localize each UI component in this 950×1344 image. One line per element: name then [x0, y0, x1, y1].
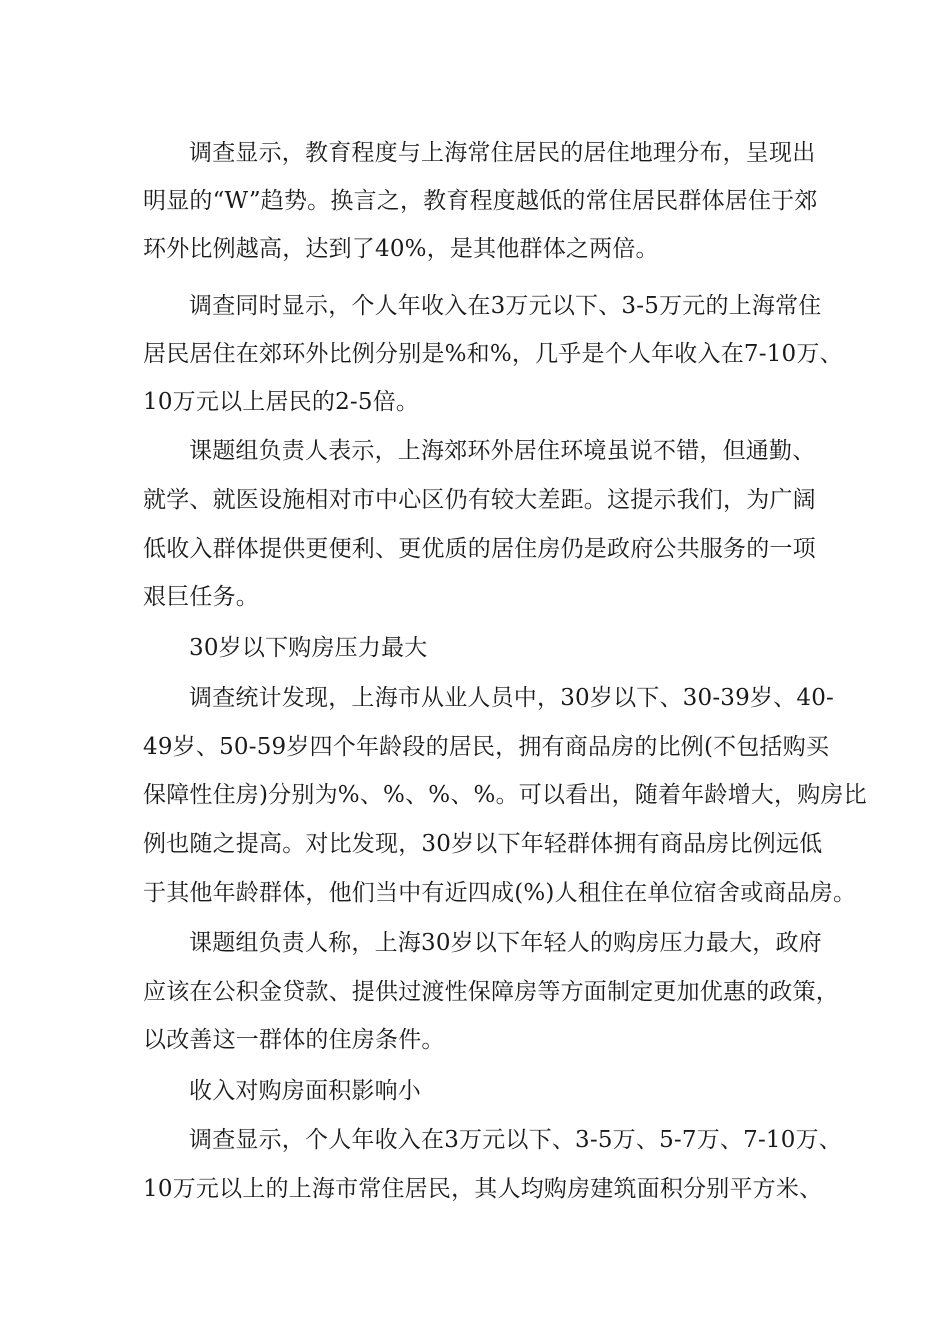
paragraph-2-line-1: 调查同时显示，个人年收入在3万元以下、3-5万元的上海常住	[189, 293, 822, 319]
section-heading-income-area: 收入对购房面积影响小	[189, 1078, 421, 1104]
paragraph-1-line-3: 环外比例越高，达到了40%，是其他群体之两倍。	[143, 236, 659, 262]
paragraph-4-line-3: 保障性住房)分别为%、%、%、%。可以看出，随着年龄增大，购房比	[143, 782, 867, 808]
paragraph-6-line-1: 调查显示，个人年收入在3万元以下、3-5万、5-7万、7-10万、	[189, 1127, 842, 1153]
section-heading-under-30: 30岁以下购房压力最大	[189, 635, 428, 661]
paragraph-3-line-2: 就学、就医设施相对市中心区仍有较大差距。这提示我们，为广阔	[143, 487, 816, 513]
paragraph-3-line-1: 课题组负责人表示，上海郊环外居住环境虽说不错，但通勤、	[189, 438, 816, 464]
paragraph-3-line-3: 低收入群体提供更便利、更优质的居住房仍是政府公共服务的一项	[143, 536, 816, 562]
paragraph-2-line-2: 居民居住在郊环外比例分别是%和%，几乎是个人年收入在7-10万、	[143, 341, 843, 367]
paragraph-1-line-1: 调查显示，教育程度与上海常住居民的居住地理分布，呈现出	[189, 140, 816, 166]
paragraph-5-line-3: 以改善这一群体的住房条件。	[143, 1027, 445, 1053]
paragraph-4-line-4: 例也随之提高。对比发现，30岁以下年轻群体拥有商品房比例远低	[143, 831, 823, 857]
paragraph-4-line-2: 49岁、50-59岁四个年龄段的居民，拥有商品房的比例(不包括购买	[143, 734, 830, 760]
paragraph-2-line-3: 10万元以上居民的2-5倍。	[143, 389, 420, 415]
paragraph-3-line-4: 艰巨任务。	[143, 584, 259, 610]
paragraph-4-line-1: 调查统计发现，上海市从业人员中，30岁以下、30-39岁、40-	[189, 685, 835, 711]
paragraph-1-line-2: 明显的“W”趋势。换言之，教育程度越低的常住居民群体居住于郊	[143, 188, 818, 214]
paragraph-6-line-2: 10万元以上的上海市常住居民，其人均购房建筑面积分别平方米、	[143, 1176, 823, 1202]
paragraph-4-line-5: 于其他年龄群体，他们当中有近四成(%)人租住在单位宿舍或商品房。	[143, 880, 857, 906]
paragraph-5-line-1: 课题组负责人称，上海30岁以下年轻人的购房压力最大，政府	[189, 930, 822, 956]
paragraph-5-line-2: 应该在公积金贷款、提供过渡性保障房等方面制定更加优惠的政策，	[143, 979, 839, 1005]
